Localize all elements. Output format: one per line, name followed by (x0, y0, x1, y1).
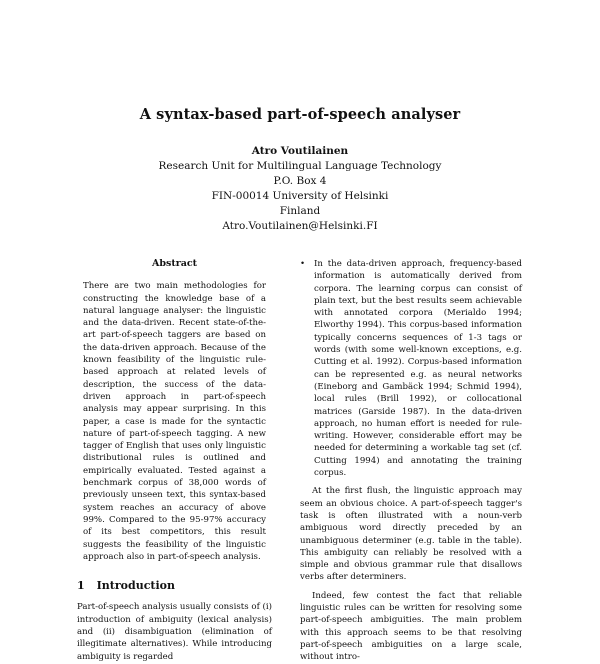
section-heading-introduction (77, 580, 272, 592)
paper-title: A syntax-based part-of-speech analyser (139, 106, 461, 123)
bullet-item (300, 258, 522, 479)
abstract-text: There are two main methodologies for constructing the knowledge base of a natural language analyser: the linguistic and the data-driven. Recent state-of-the-art part-of-speech taggers are based on the data-driven approach. Because of the known feasibility of the linguistic rule-based approach at related levels of description, the success of the data-driven approach in part-of-speech analysis may appear surprising. In this paper, a case is made for the syntactic nature of part-of-speech tagging. A new tagger of English that uses only linguistic distributional rules is outlined and empirically evaluated. Tested against a benchmark corpus of 38,000 words of previously unseen text, this syntax-based system reaches an accuracy of above 99%. Compared to the 95-97% accuracy of its best competitors, this result suggests the feasibility of the linguistic approach also in part-of-speech analysis. (83, 281, 266, 562)
right-column (300, 258, 522, 664)
author-country: Finland (279, 205, 321, 217)
author-name: Atro Voutilainen (251, 145, 349, 157)
author-po-box: P.O. Box 4 (273, 175, 327, 187)
section-title: Introduction (96, 579, 175, 593)
body-paragraph-2: Indeed, few contest the fact that reliable linguistic rules can be written for resolving some part-of-speech ambiguities. The main problem with this approach seems to be that resolving part-of-speech ambiguities on a large scale, without intro- (300, 590, 522, 663)
author-affiliation: Research Unit for Multilingual Language Technology (158, 160, 442, 172)
intro-paragraph: Part-of-speech analysis usually consists of (i) introduction of ambiguity (lexical analysis) and (ii) disambiguation (elimination of illegitimate alternatives). While introducing ambiguity is regarded (77, 602, 272, 662)
body-paragraph-1: At the first flush, the linguistic approach may seem an obvious choice. A part-of-speech tagger's task is often illustrated with a noun-verb ambiguous word directly preceded by an unambiguous determiner (e.g. table in the table). This ambiguity can reliably be resolved with a simple and obvious grammar rule that disallows verbs after determiners. (300, 486, 522, 583)
author-block (0, 144, 600, 234)
bullet-text: In the data-driven approach, frequency-based information is automatically derived from corpora. The learning corpus can consist of plain text, but the best results seem achievable with annotated corpora (Merialdo 1994; Elworthy 1994). This corpus-based information typically concerns sequences of 1-3 tags or words (with some well-known exceptions, e.g. Cutting et al. 1992). Corpus-based information can be represented e.g. as neural networks (Eineborg and Gambäck 1994; Schmid 1994), local rules (Brill 1992), or collocational matrices (Garside 1987). In the data-driven approach, no human effort is needed for rule-writing. However, considerable effort may be needed for determining a workable tag set (cf. Cutting 1994) and annotating the training corpus. (314, 259, 522, 479)
abstract-heading: Abstract (151, 258, 198, 269)
left-column (77, 258, 272, 663)
bullet-icon: • (300, 259, 306, 269)
section-number: 1 (77, 579, 85, 593)
author-university: FIN-00014 University of Helsinki (211, 190, 389, 202)
author-email: Atro.Voutilainen@Helsinki.FI (222, 220, 378, 232)
